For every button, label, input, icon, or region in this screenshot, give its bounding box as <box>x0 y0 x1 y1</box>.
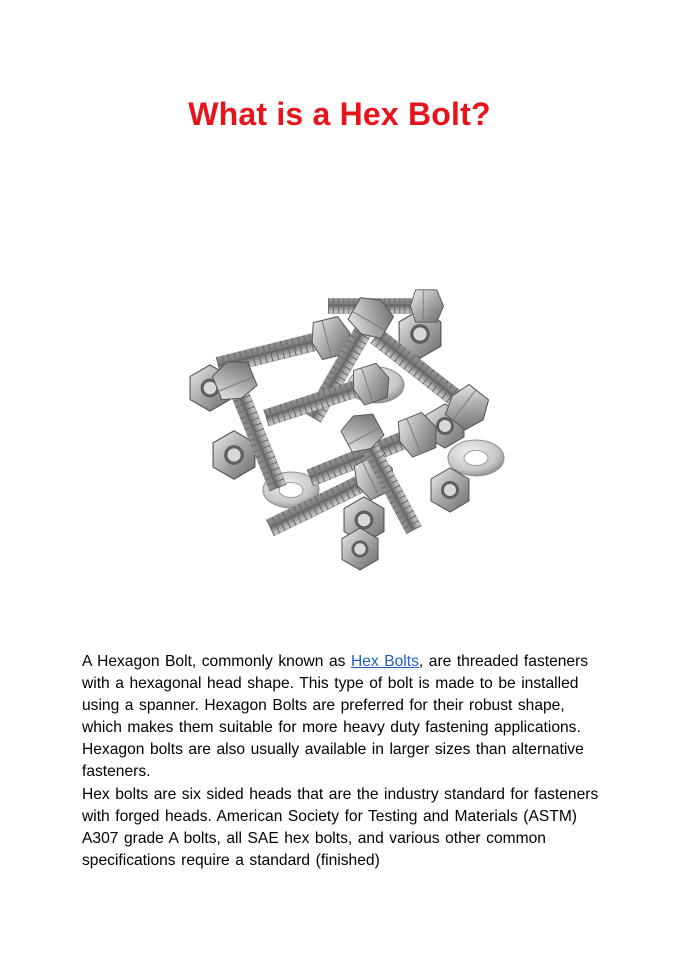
paragraph-intro-lead: A Hexagon Bolt, commonly known as <box>82 653 351 670</box>
paragraph-standards: Hex bolts are six sided heads that are the industry standard for fasteners with forged heads. American Society for Testing and Materials (ASTM) A307 grade A bolts, all SAE hex bolts, and various other common specifications require a standard (finished) <box>82 785 599 869</box>
paragraph-intro <box>82 651 602 784</box>
hex-bolts-image <box>178 278 518 580</box>
article-body <box>82 651 602 872</box>
hex-bolts-link[interactable]: Hex Bolts <box>350 653 419 670</box>
hex-bolts-illustration <box>178 278 518 580</box>
paragraph-intro-rest: , are threaded fasteners with a hexagonal head shape. This type of bolt is made to be installed using a spanner. Hexagon Bolts are preferred for their robust shape, which makes them suitable for more heavy duty fastening applications. Hexagon bolts are also usually available in larger sizes than alternative fasteners. <box>82 653 589 781</box>
page-title: What is a Hex Bolt? <box>188 96 491 132</box>
